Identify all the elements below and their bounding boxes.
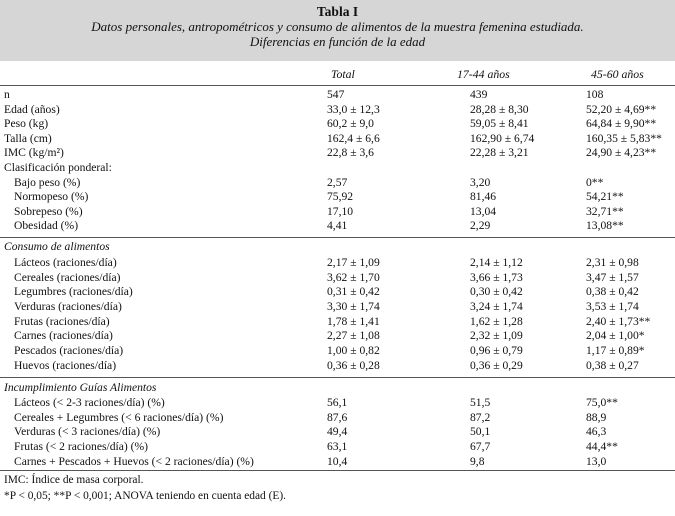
cell-value: 33,0 ± 12,3 (327, 103, 380, 116)
divider (0, 470, 675, 471)
row-label: Sobrepeso (%) (14, 205, 83, 218)
cell-value: 0,38 ± 0,27 (586, 359, 639, 372)
table-row (0, 344, 675, 358)
row-label: Lácteos (raciones/día) (14, 256, 117, 269)
row-label: Frutas (raciones/día) (14, 315, 110, 328)
row-label: Verduras (raciones/día) (14, 300, 122, 313)
section-title (0, 381, 675, 395)
cell-value: 439 (470, 88, 488, 101)
row-label: Cereales + Legumbres (< 6 raciones/día) (%) (14, 411, 224, 424)
row-label: Edad (años) (4, 103, 60, 116)
cell-value: 13,04 (470, 205, 497, 218)
cell-value: 54,21** (586, 190, 624, 203)
row-label: Frutas (< 2 raciones/día) (%) (14, 440, 149, 453)
cell-value: 2,27 ± 1,08 (327, 329, 380, 342)
cell-value: 87,6 (327, 411, 348, 424)
cell-value: 10,4 (327, 455, 348, 468)
row-label: Carnes + Pescados + Huevos (< 2 raciones/día) (%) (14, 455, 254, 468)
table-row (0, 132, 675, 146)
column-header-total: Total (331, 67, 355, 81)
row-label: Incumplimiento Guías Alimentos (4, 381, 157, 394)
cell-value: 3,62 ± 1,70 (327, 271, 380, 284)
cell-value: 44,4** (586, 440, 618, 453)
cell-value: 75,0** (586, 396, 618, 409)
table-row (0, 425, 675, 439)
cell-value: 28,28 ± 8,30 (470, 103, 529, 116)
cell-value: 2,17 ± 1,09 (327, 256, 380, 269)
cell-value: 1,62 ± 1,28 (470, 315, 523, 328)
cell-value: 0,36 ± 0,28 (327, 359, 380, 372)
divider (0, 237, 675, 238)
cell-value: 3,20 (470, 176, 491, 189)
row-label: Pescados (raciones/día) (14, 344, 124, 357)
table-row (0, 117, 675, 131)
cell-value: 32,71** (586, 205, 624, 218)
cell-value: 46,3 (586, 425, 607, 438)
table-row (0, 455, 675, 469)
row-label: Obesidad (%) (14, 219, 79, 232)
table-row (0, 440, 675, 454)
column-header-45-60: 45-60 años (591, 67, 644, 81)
cell-value: 81,46 (470, 190, 497, 203)
table-subtitle-2: Diferencias en función de la edad (249, 34, 426, 49)
cell-value: 52,20 ± 4,69** (586, 103, 657, 116)
table-row (0, 271, 675, 285)
table-row (0, 285, 675, 299)
section-title (0, 240, 675, 254)
cell-value: 67,7 (470, 440, 491, 453)
cell-value: 2,32 ± 1,09 (470, 329, 523, 342)
footnote: IMC: Índice de masa corporal. (4, 474, 144, 486)
table-header (0, 0, 675, 61)
row-label: Cereales (raciones/día) (14, 271, 121, 284)
row-label: Huevos (raciones/día) (14, 359, 117, 372)
cell-value: 50,1 (470, 425, 491, 438)
table-row (0, 411, 675, 425)
row-label: Verduras (< 3 raciones/día) (%) (14, 425, 161, 438)
row-label: Normopeso (%) (14, 190, 89, 203)
row-label: n (4, 88, 10, 101)
cell-value: 64,84 ± 9,90** (586, 117, 657, 130)
table-row (0, 161, 675, 175)
cell-value: 2,40 ± 1,73** (586, 315, 651, 328)
cell-value: 22,8 ± 3,6 (327, 146, 374, 159)
cell-value: 59,05 ± 8,41 (470, 117, 529, 130)
divider (0, 85, 675, 86)
cell-value: 162,4 ± 6,6 (327, 132, 380, 145)
cell-value: 3,66 ± 1,73 (470, 271, 523, 284)
cell-value: 0,38 ± 0,42 (586, 285, 639, 298)
table-row (0, 256, 675, 270)
cell-value: 1,00 ± 0,82 (327, 344, 380, 357)
table-row (0, 88, 675, 102)
cell-value: 1,78 ± 1,41 (327, 315, 380, 328)
table-row (0, 146, 675, 160)
footnote: *P < 0,05; **P < 0,001; ANOVA teniendo en cuenta edad (E). (4, 490, 286, 502)
row-label: Bajo peso (%) (14, 176, 81, 189)
cell-value: 87,2 (470, 411, 491, 424)
cell-value: 2,31 ± 0,98 (586, 256, 639, 269)
cell-value: 49,4 (327, 425, 348, 438)
cell-value: 88,9 (586, 411, 607, 424)
row-label: Talla (cm) (4, 132, 52, 145)
table-row (0, 219, 675, 233)
cell-value: 108 (586, 88, 604, 101)
table-row (0, 103, 675, 117)
cell-value: 1,17 ± 0,89* (586, 344, 645, 357)
cell-value: 3,24 ± 1,74 (470, 300, 523, 313)
table-row (0, 190, 675, 204)
row-label: Legumbres (raciones/día) (14, 285, 133, 298)
cell-value: 3,47 ± 1,57 (586, 271, 639, 284)
cell-value: 51,5 (470, 396, 491, 409)
table-title: Tabla I (316, 4, 359, 19)
cell-value: 17,10 (327, 205, 354, 218)
table-row (0, 300, 675, 314)
cell-value: 4,41 (327, 219, 348, 232)
column-header-17-44: 17-44 años (457, 67, 510, 81)
table-row (0, 329, 675, 343)
row-label: Lácteos (< 2-3 raciones/día) (%) (14, 396, 165, 409)
row-label: IMC (kg/m²) (4, 146, 64, 159)
table-row (0, 205, 675, 219)
cell-value: 2,04 ± 1,00* (586, 329, 645, 342)
table-row (0, 359, 675, 373)
cell-value: 2,29 (470, 219, 491, 232)
cell-value: 2,14 ± 1,12 (470, 256, 523, 269)
cell-value: 3,30 ± 1,74 (327, 300, 380, 313)
divider (0, 377, 675, 378)
table-row (0, 315, 675, 329)
cell-value: 22,28 ± 3,21 (470, 146, 529, 159)
cell-value: 3,53 ± 1,74 (586, 300, 639, 313)
cell-value: 0,30 ± 0,42 (470, 285, 523, 298)
row-label: Peso (kg) (4, 117, 49, 130)
table-subtitle: Datos personales, antropométricos y consumo de alimentos de la muestra femenina estudiada. (91, 19, 584, 34)
cell-value: 162,90 ± 6,74 (470, 132, 535, 145)
table-row (0, 176, 675, 190)
cell-value: 160,35 ± 5,83** (586, 132, 662, 145)
cell-value: 9,8 (470, 455, 485, 468)
cell-value: 24,90 ± 4,23** (586, 146, 657, 159)
cell-value: 56,1 (327, 396, 348, 409)
table-row (0, 396, 675, 410)
cell-value: 0** (586, 176, 604, 189)
row-label: Clasificación ponderal: (4, 161, 112, 174)
cell-value: 75,92 (327, 190, 354, 203)
cell-value: 2,57 (327, 176, 348, 189)
cell-value: 0,31 ± 0,42 (327, 285, 380, 298)
cell-value: 63,1 (327, 440, 348, 453)
row-label: Consumo de alimentos (4, 240, 110, 253)
cell-value: 0,36 ± 0,29 (470, 359, 523, 372)
cell-value: 13,0 (586, 455, 607, 468)
cell-value: 0,96 ± 0,79 (470, 344, 523, 357)
cell-value: 13,08** (586, 219, 624, 232)
cell-value: 60,2 ± 9,0 (327, 117, 374, 130)
row-label: Carnes (raciones/día) (14, 329, 113, 342)
cell-value: 547 (327, 88, 345, 101)
